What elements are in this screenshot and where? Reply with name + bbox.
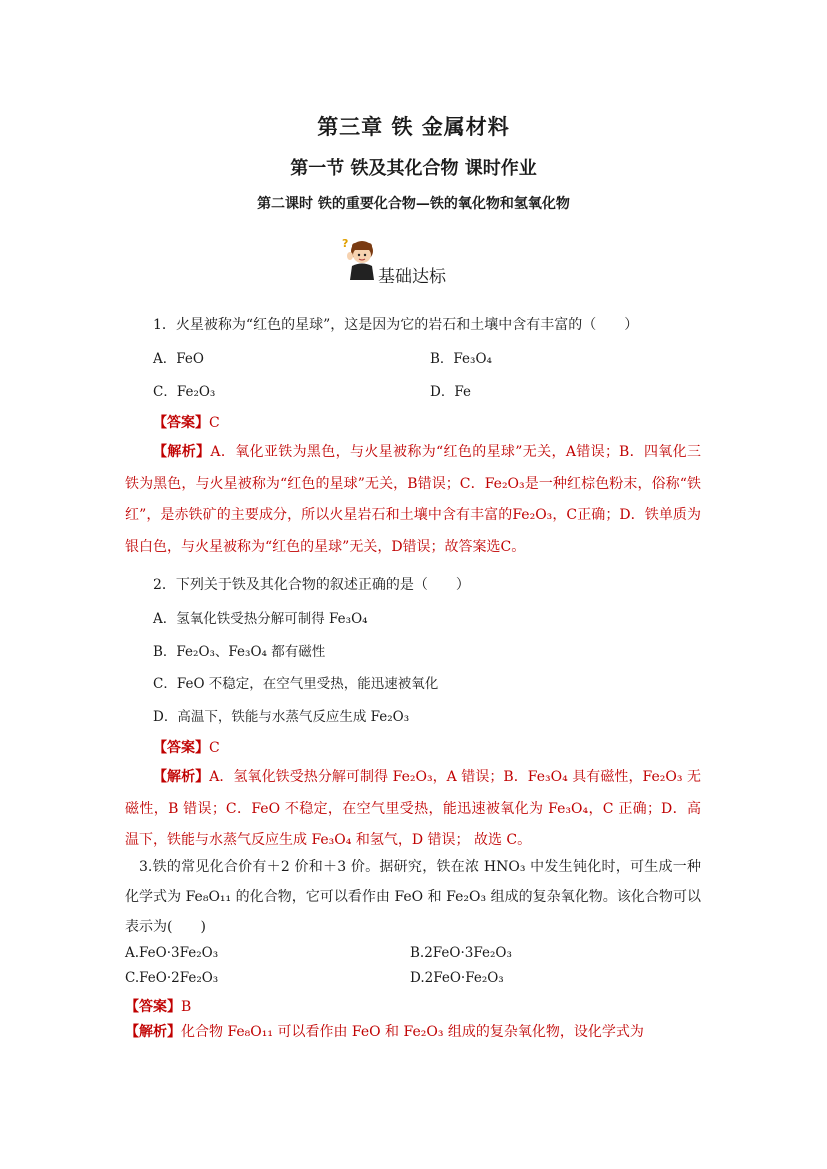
svg-text:?: ? bbox=[342, 237, 349, 250]
question-1-option-b: B．Fe₃O₄ bbox=[430, 351, 492, 367]
analysis-label: 【解析】 bbox=[153, 769, 210, 785]
analysis-text: A．氢氧化铁受热分解可制得 Fe₂O₃，A 错误；B．Fe₃O₄ 具有磁性，Fe₂O₃ 无磁性，B 错误；C．FeO 不稳定，在空气里受热，能迅速被氧化为 Fe₃O₄，C 正确；D．高温下，铁能与水蒸气反应生成 Fe₃O₄ 和氢气，D 错误； 故选 C。 bbox=[125, 769, 701, 848]
question-2-option-a: A．氢氧化铁受热分解可制得 Fe₃O₄ bbox=[153, 611, 368, 627]
lesson-title: 第二课时 铁的重要化合物—铁的氧化物和氢氧化物 bbox=[257, 196, 570, 212]
thinking-boy-icon bbox=[340, 236, 380, 280]
question-2-option-b: B．Fe₂O₃、Fe₃O₄ 都有磁性 bbox=[153, 644, 326, 660]
question-3-analysis bbox=[125, 1017, 701, 1047]
answer-value: B bbox=[181, 999, 192, 1015]
question-2-stem: 2．下列关于铁及其化合物的叙述正确的是（ ） bbox=[153, 577, 470, 593]
question-3-option-c: C.FeO·2Fe₂O₃ bbox=[125, 970, 219, 986]
analysis-label: 【解析】 bbox=[153, 444, 211, 460]
section-title: 第一节 铁及其化合物 课时作业 bbox=[290, 158, 537, 179]
question-1-answer bbox=[153, 412, 220, 432]
question-3-stem: 3.铁的常见化合价有＋2 价和＋3 价。据研究，铁在浓 HNO₃ 中发生钝化时，可生成一种化学式为 Fe₈O₁₁ 的化合物，它可以看作由 FeO 和 Fe₂O₃ 组成的复杂氧化物。该化合物可以表示为( ) bbox=[125, 859, 701, 935]
question-3-option-b: B.2FeO·3Fe₂O₃ bbox=[410, 945, 512, 961]
question-3-option-a: A.FeO·3Fe₂O₃ bbox=[125, 945, 219, 961]
answer-label: 【答案】 bbox=[125, 999, 181, 1015]
section-label: 基础达标 bbox=[378, 267, 446, 287]
question-3-answer bbox=[125, 996, 191, 1016]
question-2-option-c: C．FeO 不稳定，在空气里受热，能迅速被氧化 bbox=[153, 676, 439, 692]
question-1-stem: 1．火星被称为“红色的星球”，这是因为它的岩石和土壤中含有丰富的（ ） bbox=[153, 317, 639, 333]
question-1-analysis bbox=[125, 437, 701, 563]
question-3-option-d: D.2FeO·Fe₂O₃ bbox=[410, 970, 504, 986]
analysis-text: A．氧化亚铁为黑色，与火星被称为“红色的星球”无关，A错误；B．四氧化三铁为黑色，与火星被称为“红色的星球”无关，B错误；C．Fe₂O₃是一种红棕色粉末，俗称“铁红”，是赤铁矿的主要成分，所以火星岩石和土壤中含有丰富的Fe₂O₃，C正确；D．铁单质为银白色，与火星被称为“红色的星球”无关，D错误；故答案选C。 bbox=[125, 444, 701, 555]
question-1-option-a: A．FeO bbox=[153, 351, 204, 367]
question-2-answer bbox=[153, 737, 220, 757]
analysis-text: 化合物 Fe₈O₁₁ 可以看作由 FeO 和 Fe₂O₃ 组成的复杂氧化物，设化学式为 bbox=[181, 1024, 644, 1040]
answer-value: C bbox=[209, 415, 220, 431]
question-2-option-d: D．高温下，铁能与水蒸气反应生成 Fe₂O₃ bbox=[153, 709, 410, 725]
question-1-option-c: C．Fe₂O₃ bbox=[153, 384, 216, 400]
answer-label: 【答案】 bbox=[153, 740, 209, 756]
question-2-analysis bbox=[125, 762, 701, 857]
analysis-label: 【解析】 bbox=[125, 1024, 181, 1040]
question-1-option-d: D．Fe bbox=[430, 384, 471, 400]
answer-label: 【答案】 bbox=[153, 415, 209, 431]
chapter-title: 第三章 铁 金属材料 bbox=[317, 114, 510, 139]
answer-value: C bbox=[209, 740, 220, 756]
